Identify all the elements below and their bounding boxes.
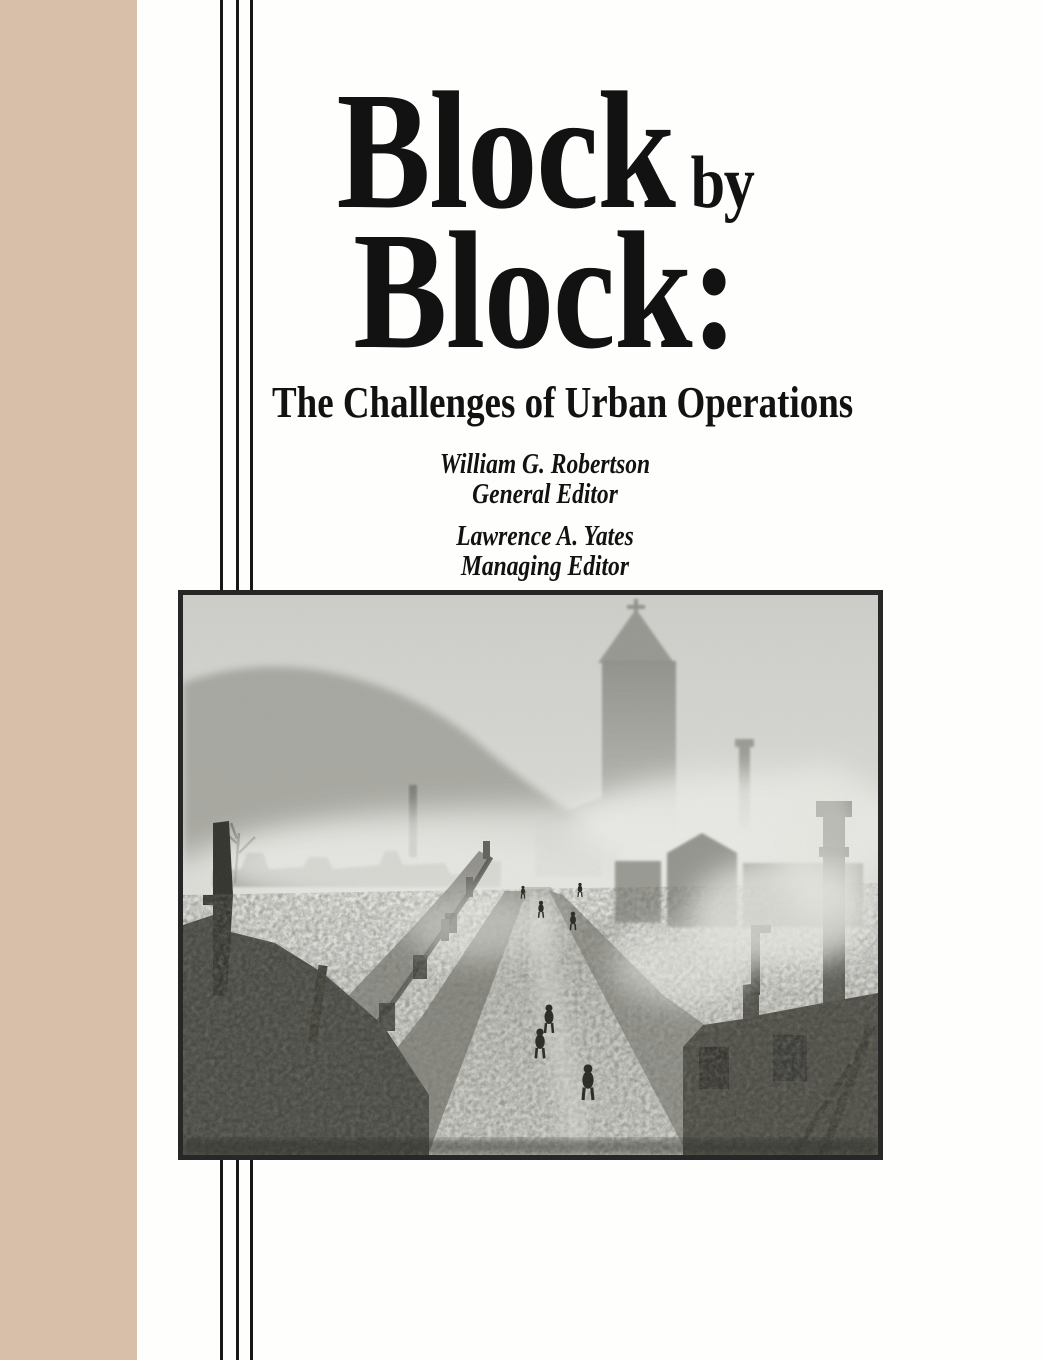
editor-role: General Editor — [472, 479, 618, 510]
ruined-city-illustration — [183, 595, 878, 1155]
editor-name: Lawrence A. Yates — [456, 521, 634, 552]
editor-name: William G. Robertson — [439, 449, 651, 480]
editor-role: Managing Editor — [461, 551, 629, 582]
editors-block — [220, 450, 870, 582]
subtitle: The Challenges of Urban Operations — [272, 378, 854, 427]
cover-photo — [178, 590, 883, 1160]
title-block — [220, 58, 870, 582]
title-line-2: Block: — [353, 198, 737, 384]
left-tan-stripe — [0, 0, 137, 1360]
title-word-by: by — [690, 142, 754, 224]
title-word-block: Block — [336, 58, 675, 244]
